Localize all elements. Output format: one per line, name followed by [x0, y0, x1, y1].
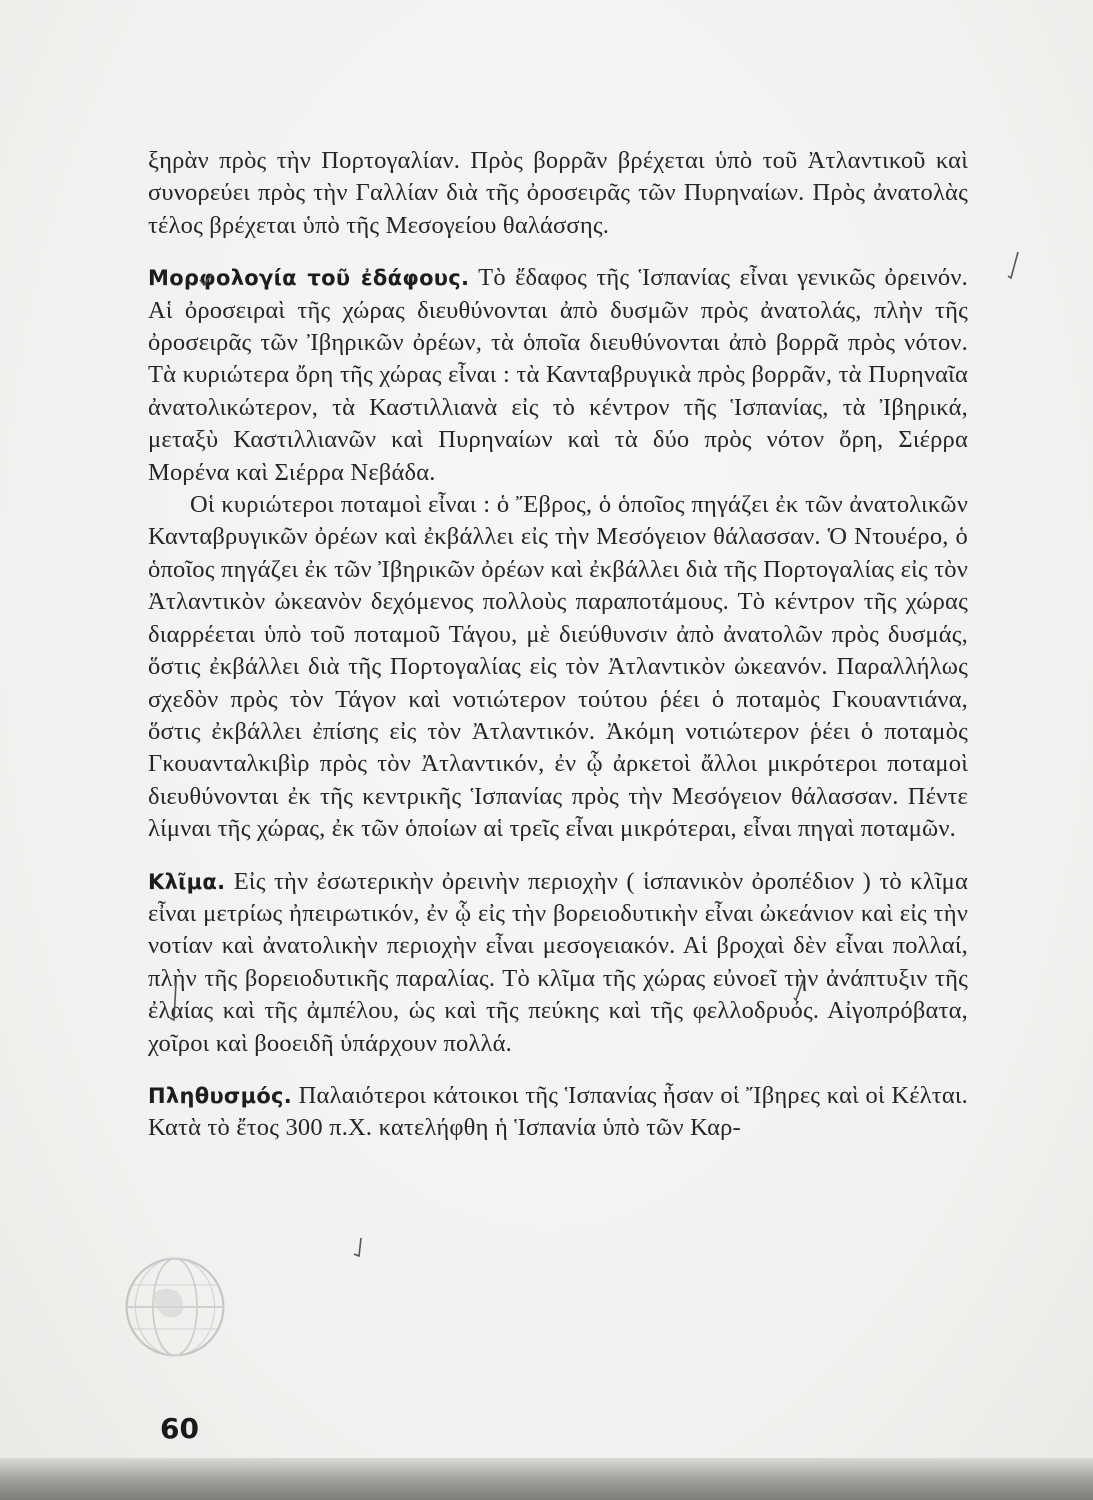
rivers-paragraph: Οἱ κυριώτεροι ποταμοὶ εἶναι : ὁ Ἔβρος, ὁ ὁποῖος πηγάζει ἐκ τῶν ἀνατολικῶν Κανταβρυγικῶν ὀρέων καὶ ἐκβάλλει εἰς τὴν Μεσόγειον θάλασσαν. Ὁ Ντουέρο, ὁ ὁποῖος πηγάζει ἐκ τῶν Ἰβηρικῶν ὀρέων καὶ ἐκβάλλει διὰ τῆς Πορτογαλίας εἰς τὸν Ἀτλαντικὸν ὠκεανὸν δεχόμενος πολλοὺς παραποτάμους. Τὸ κέντρον τῆς χώρας διαρρέεται ὑπὸ τοῦ ποταμοῦ Τάγου, μὲ διεύθυνσιν ἀπὸ ἀνατολῶν πρὸς δυσμάς, ὅστις ἐκβάλλει διὰ τῆς Πορτογαλίας εἰς τὸν Ἀτλαντικὸν ὠκεανόν. Παραλλήλως σχεδὸν πρὸς τὸν Τάγον καὶ νοτιώτερον τούτου ῥέει ὁ ποταμὸς Γκουαντιάνα, ὅστις ἐκβάλλει ἐπίσης εἰς τὸν Ἀτλαντικόν. Ἀκόμη νοτιώτερον ῥέει ὁ ποταμὸς Γκουανταλκιβὶρ πρὸς τὸν Ἀτλαντικόν, ἐν ᾧ ἀρκετοὶ ἄλλοι μικρότεροι ποταμοὶ διευθύνονται ἐκ τῆς κεντρικῆς Ἱσπανίας πρὸς τὴν Μεσόγειον θάλασσαν. Πέντε λίμναι τῆς χώρας, ἐκ τῶν ὁποίων αἱ τρεῖς εἶναι μικρότεραι, εἶναι πηγαὶ ποταμῶν.: [148, 491, 968, 843]
morphology-body: Τὸ ἔδαφος τῆς Ἱσπανίας εἶναι γενικῶς ὀρεινόν. Αἱ ὀροσειραὶ τῆς χώρας διευθύνονται ἀπὸ δυσμῶν πρὸς ἀνατολάς, πλὴν τῆς ὀροσειρᾶς τῶν Ἰβηρικῶν ὀρέων, τὰ ὁποῖα διευθύνονται ἀπὸ βορρᾶ πρὸς νότον. Τὰ κυριώτερα ὄρη τῆς χώρας εἶναι : τὰ Κανταβρυγικὰ πρὸς βορρᾶν, τὰ Πυρηναῖα ἀνατολικώτερον, τὰ Καστιλλιανὰ εἰς τὸ κέντρον τῆς Ἱσπανίας, τὰ Ἰβηρικά, μεταξὺ Καστιλλιανῶν καὶ Πυρηναίων καὶ τὰ δύο πρὸς νότον ὄρη, Σιέρρα Μορένα καὶ Σιέρρα Νεβάδα.: [148, 264, 968, 486]
morphology-paragraph: [148, 262, 968, 489]
globe-icon: [120, 1252, 230, 1362]
page-bottom-edge: [0, 1458, 1093, 1500]
climate-paragraph: [148, 866, 968, 1060]
morphology-heading: Μορφολογία τοῦ ἐδάφους.: [148, 266, 470, 291]
check-mark-icon: [792, 976, 806, 1002]
population-paragraph: [148, 1080, 968, 1145]
climate-heading: Κλῖμα.: [148, 869, 226, 894]
check-mark-icon: [352, 1236, 364, 1260]
population-heading: Πληθυσμός.: [148, 1083, 293, 1108]
intro-paragraph: ξηρὰν πρὸς τὴν Πορτογαλίαν. Πρὸς βορρᾶν βρέχεται ὑπὸ τοῦ Ἀτλαντικοῦ καὶ συνορεύει πρὸς τὴν Γαλλίαν διὰ τῆς ὀροσειρᾶς τῶν Πυρηναίων. Πρὸς ἀνατολὰς τέλος βρέχεται ὑπὸ τῆς Μεσογείου θαλάσσης.: [148, 147, 968, 239]
check-mark-icon: [1006, 250, 1020, 280]
page-number: 60: [160, 1412, 199, 1445]
text-block: [148, 145, 968, 1145]
check-mark-icon: [168, 980, 182, 1022]
check-mark-icon: [198, 272, 214, 288]
climate-body: Εἰς τὴν ἐσωτερικὴν ὀρεινὴν περιοχὴν ( ἱσπανικὸν ὀροπέδιον ) τὸ κλῖμα εἶναι μετρίως ἠπειρωτικόν, ἐν ᾧ εἰς τὴν βορειοδυτικὴν εἶναι ὠκεάνιον καὶ εἰς τὴν νοτίαν καὶ ἀνατολικὴν περιοχὴν εἶναι μεσογειακόν. Αἱ βροχαὶ δὲν εἶναι πολλαί, πλὴν τῆς βορειοδυτικῆς παραλίας. Τὸ κλῖμα τῆς χώρας εὐνοεῖ τὴν ἀνάπτυξιν τῆς ἐλαίας καὶ τῆς ἀμπέλου, ὡς καὶ τῆς πεύκης καὶ τῆς φελλοδρυός. Αἰγοπρόβατα, χοῖροι καὶ βοοειδῆ ὑπάρχουν πολλά.: [148, 867, 968, 1057]
population-body: Παλαιότεροι κάτοικοι τῆς Ἱσπανίας ἦσαν οἱ Ἴβηρες καὶ οἱ Κέλται. Κατὰ τὸ ἔτος 300 π.Χ. κατελήφθη ἡ Ἱσπανία ὑπὸ τῶν Καρ-: [148, 1081, 968, 1142]
